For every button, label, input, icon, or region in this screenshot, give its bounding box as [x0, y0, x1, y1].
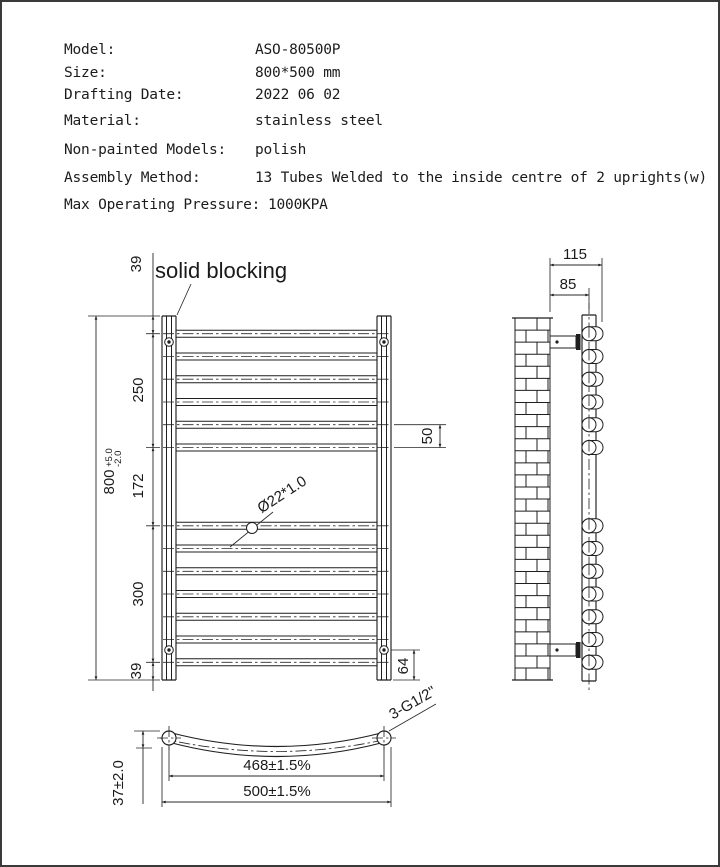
thread-callout-text: 3-G1/2": [386, 682, 440, 724]
spec-value: polish: [255, 142, 307, 158]
dim-top-offset: 39: [128, 255, 145, 273]
dim-lower-span: 300: [130, 581, 147, 607]
spec-value: 2022 06 02: [255, 87, 341, 103]
dim-upper-span: 250: [130, 377, 147, 403]
solid-blocking-leader: [177, 284, 191, 315]
spec-label: Model:: [64, 42, 116, 58]
tube-diameter-callout: [230, 473, 310, 547]
dim-overall-tol-minus: -2.0: [113, 450, 124, 467]
dim-tube-pitch: [394, 425, 446, 448]
dim-bottom-offset: 39: [128, 662, 145, 680]
upright-section-right: [372, 726, 396, 750]
dim-bracket-to-end: [391, 650, 420, 680]
wall-bracket-bottom: [550, 642, 581, 658]
spec-value: stainless steel: [255, 113, 383, 129]
dim-tube-pitch-value: 50: [419, 427, 436, 445]
dim-middle-gap: 172: [130, 473, 147, 499]
dim-chain-left: [88, 253, 160, 691]
dim-wall-to-center-value: 85: [559, 276, 577, 293]
spec-value: ASO-80500P: [255, 42, 341, 58]
tube-diameter-text: Ø22*1.0: [254, 472, 310, 517]
tube-ends: [582, 327, 603, 670]
curved-tube: [160, 733, 392, 757]
spec-value: 800*500 mm: [255, 65, 341, 81]
dim-overall-width-value: 500±1.5%: [243, 783, 311, 800]
dim-wall-to-outer-value: 115: [563, 246, 587, 263]
front-view: [88, 253, 446, 691]
dim-overall-value: 800: [101, 469, 118, 495]
side-view: [512, 246, 603, 692]
dim-center-span: [169, 747, 384, 781]
spec-value: 13 Tubes Welded to the inside centre of 2 uprights(w): [255, 170, 708, 186]
spec-label: Drafting Date:: [64, 87, 184, 103]
spec-label: Non-painted Models:: [64, 142, 227, 158]
left-upright: [162, 316, 176, 680]
spec-label: Size:: [64, 65, 107, 81]
dim-curve-depth-value: 37±2.0: [110, 760, 127, 806]
upright-section-left: [157, 726, 181, 750]
right-upright: [377, 316, 391, 680]
spec-label: Assembly Method:: [64, 170, 201, 186]
spec-label: Max Operating Pressure:: [64, 197, 261, 213]
dim-overall-height: [96, 316, 124, 680]
solid-blocking-label: solid blocking: [155, 258, 288, 283]
spec-value: 1000KPA: [268, 197, 328, 213]
dim-center-span-value: 468±1.5%: [243, 757, 311, 774]
thread-callout: [386, 683, 439, 731]
plan-view: [110, 683, 439, 807]
dim-bracket-to-end-value: 64: [395, 657, 412, 675]
brick-wall: [515, 318, 550, 680]
wall-bracket-top: [550, 334, 581, 350]
technical-drawing: [2, 2, 718, 865]
dim-overall-tol-plus: +5.0: [104, 448, 115, 467]
dim-curve-depth: [110, 731, 160, 806]
spec-label: Material:: [64, 113, 141, 129]
dim-wall-to-center: [550, 276, 589, 309]
